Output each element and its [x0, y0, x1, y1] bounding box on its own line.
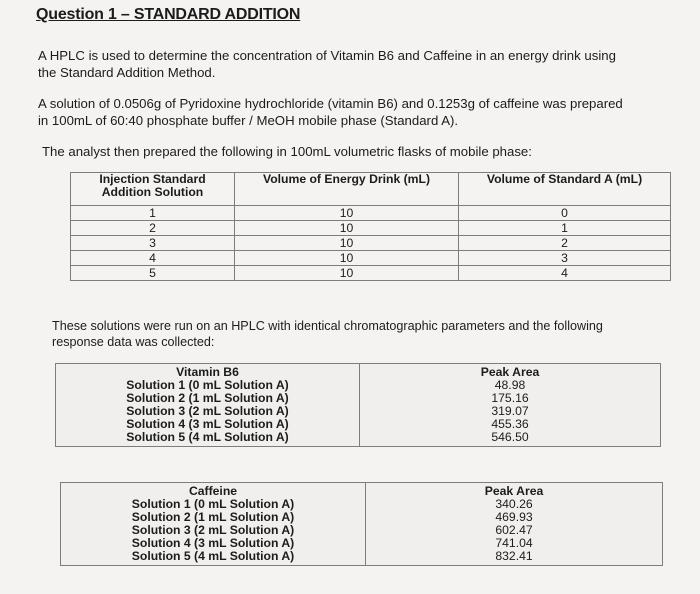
cell: 1: [459, 221, 671, 236]
vitb6-solutions-cell: [56, 364, 360, 447]
list-item: 319.07: [491, 404, 529, 418]
list-item: Solution 1 (0 mL Solution A): [126, 378, 289, 392]
vitb6-header: Vitamin B6: [176, 365, 239, 379]
list-item: Solution 4 (3 mL Solution A): [126, 417, 289, 431]
table-row: [71, 251, 671, 266]
list-item: Solution 5 (4 mL Solution A): [131, 549, 295, 563]
intro-paragraph: [38, 47, 616, 81]
table-row: [71, 236, 671, 251]
col-standard-a-volume: Volume of Standard A (mL): [459, 173, 671, 206]
cell: 10: [235, 266, 459, 281]
prep-paragraph: The analyst then prepared the following in 100mL volumetric flasks of mobile phase:: [42, 144, 532, 159]
table-header-row: [71, 173, 671, 206]
solution-line-2: in 100mL of 60:40 phosphate buffer / MeOH mobile phase (Standard A).: [38, 113, 459, 128]
list-item: Solution 2 (1 mL Solution A): [131, 510, 295, 524]
standard-addition-table: [70, 172, 671, 281]
col-injection-standard: Injection Standard Addition Solution: [71, 173, 235, 206]
results-line-1: These solutions were run on an HPLC with identical chromatographic parameters and the following: [52, 319, 603, 333]
list-item: Solution 5 (4 mL Solution A): [126, 430, 289, 444]
cell: 5: [71, 266, 235, 281]
table-row: [71, 221, 671, 236]
cell: 10: [235, 236, 459, 251]
list-item: 48.98: [494, 378, 526, 392]
caffeine-solutions-cell: [61, 483, 366, 566]
cell: 4: [71, 251, 235, 266]
list-item: Solution 3 (2 mL Solution A): [131, 523, 295, 537]
caffeine-header: Caffeine: [188, 484, 238, 498]
cell: 10: [235, 206, 459, 221]
list-item: Solution 4 (3 mL Solution A): [131, 536, 295, 550]
cell: 2: [71, 221, 235, 236]
list-item: Solution 3 (2 mL Solution A): [126, 404, 289, 418]
solution-paragraph: [38, 95, 623, 129]
list-item: 741.04: [495, 536, 533, 550]
list-item: Solution 1 (0 mL Solution A): [131, 497, 295, 511]
solution-line-1: A solution of 0.0506g of Pyridoxine hydrochloride (vitamin B6) and 0.1253g of caffeine was prepared: [38, 96, 623, 111]
cell: 0: [459, 206, 671, 221]
table-row: [71, 206, 671, 221]
list-item: Solution 2 (1 mL Solution A): [126, 391, 289, 405]
list-item: 602.47: [495, 523, 533, 537]
caffeine-peak-area-cell: [366, 483, 663, 566]
list-item: 832.41: [495, 549, 533, 563]
results-paragraph: [52, 318, 603, 350]
cell: 10: [235, 251, 459, 266]
list-item: 455.36: [491, 417, 529, 431]
cell: 1: [71, 206, 235, 221]
cell: 10: [235, 221, 459, 236]
cell: 3: [459, 251, 671, 266]
intro-line-1: A HPLC is used to determine the concentration of Vitamin B6 and Caffeine in an energy drink using: [38, 48, 616, 63]
vitb6-peak-area-cell: [360, 364, 661, 447]
list-item: 546.50: [491, 430, 529, 444]
table-row: [71, 266, 671, 281]
results-line-2: response data was collected:: [52, 335, 215, 349]
cell: 2: [459, 236, 671, 251]
list-item: 340.26: [495, 497, 533, 511]
question-title: Question 1 – STANDARD ADDITION: [36, 6, 301, 23]
list-item: 175.16: [491, 391, 529, 405]
vitb6-peak-header: Peak Area: [480, 365, 540, 379]
intro-line-2: the Standard Addition Method.: [38, 65, 216, 80]
list-item: 469.93: [495, 510, 533, 524]
vitamin-b6-table: [55, 363, 661, 447]
caffeine-peak-header: Peak Area: [484, 484, 544, 498]
col-energy-drink-volume: Volume of Energy Drink (mL): [235, 173, 459, 206]
cell: 4: [459, 266, 671, 281]
caffeine-table: [60, 482, 663, 566]
cell: 3: [71, 236, 235, 251]
